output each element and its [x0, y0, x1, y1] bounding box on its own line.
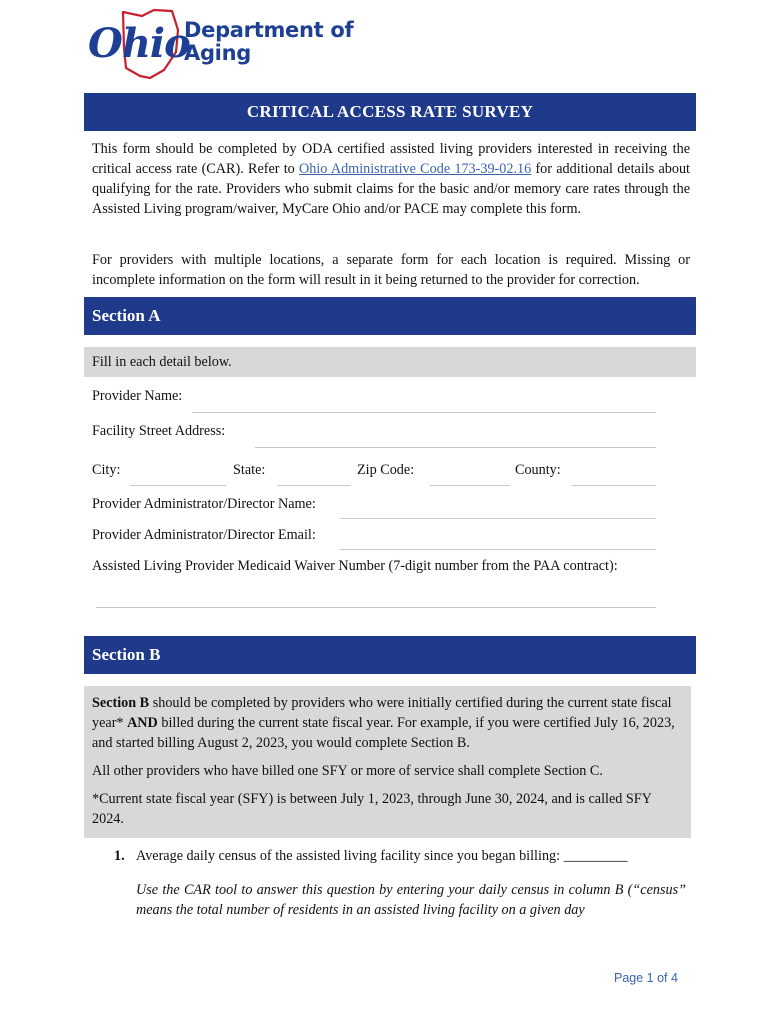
state-label: State:	[233, 462, 266, 478]
section-b-paragraph-2: All other providers who have billed one SFY or more of service shall complete Section C.	[92, 763, 603, 779]
section-a-heading: Section A	[84, 297, 696, 335]
admin-name-label: Provider Administrator/Director Name:	[92, 496, 316, 512]
question-1-note: Use the CAR tool to answer this question by entering your daily census in column B (“census” means the total number of residents in an assisted living facility on a given day	[136, 882, 686, 918]
section-b-instructions	[84, 686, 691, 838]
city-label: City:	[92, 462, 121, 478]
section-b-paragraph-1	[92, 693, 683, 753]
waiver-number-label: Assisted Living Provider Medicaid Waiver Number (7-digit number from the PAA contract):	[92, 558, 618, 574]
logo-dept-line1: Department of	[184, 18, 354, 42]
logo-dept-line2: Aging	[184, 41, 251, 65]
intro-text-1: This form should be completed by ODA certified assisted living providers interested in receiving the critical access rate (CAR). Refer to	[92, 141, 690, 177]
admin-email-field[interactable]	[340, 549, 656, 550]
admin-name-field[interactable]	[340, 518, 656, 519]
section-b-p1-mid: should be completed by providers who were initially certified during the current state fiscal year*	[92, 695, 672, 731]
section-b-paragraph-3: *Current state fiscal year (SFY) is between July 1, 2023, through June 30, 2024, and is called SFY 2024.	[92, 791, 652, 827]
ohio-department-of-aging-logo	[88, 8, 388, 86]
county-field[interactable]	[572, 485, 656, 486]
section-b-heading: Section B	[84, 636, 696, 674]
city-field[interactable]	[130, 485, 226, 486]
page-number: Page 1 of 4	[614, 971, 678, 985]
state-field[interactable]	[277, 485, 351, 486]
intro-text-2: for additional details about qualifying for the rate. Providers who submit claims for the basic and/or memory care rates through the Assisted Living program/waiver, MyCare Ohio and/or PACE may complete this form.	[92, 161, 690, 217]
section-a-instruction: Fill in each detail below.	[84, 347, 696, 377]
county-label: County:	[515, 462, 561, 478]
page-title: CRITICAL ACCESS RATE SURVEY	[84, 93, 696, 131]
section-b-bold-label: Section B	[92, 695, 150, 711]
intro-paragraph-2: For providers with multiple locations, a separate form for each location is required. Missing or incomplete information on the form will result in it being returned to the provider for correction.	[92, 252, 690, 288]
logo-ohio-text: Ohio	[88, 20, 190, 67]
question-1	[114, 846, 627, 866]
zip-code-label: Zip Code:	[357, 462, 415, 478]
section-b-bold-and: AND	[127, 715, 158, 731]
zip-code-field[interactable]	[430, 485, 510, 486]
provider-name-label: Provider Name:	[92, 388, 183, 404]
section-b-p1-end: billed during the current state fiscal year. For example, if you were certified July 16, 2023, and started billing August 2, 2023, you would complete Section B.	[92, 715, 675, 751]
question-1-number: 1.	[114, 848, 125, 864]
street-address-field[interactable]	[255, 447, 656, 448]
intro-paragraph-1	[92, 139, 690, 219]
street-address-label: Facility Street Address:	[92, 423, 226, 439]
admin-email-label: Provider Administrator/Director Email:	[92, 527, 316, 543]
waiver-number-field[interactable]	[96, 607, 656, 608]
provider-name-field[interactable]	[192, 412, 656, 413]
question-1-text[interactable]: Average daily census of the assisted living facility since you began billing: _________	[136, 848, 628, 864]
oac-link[interactable]: Ohio Administrative Code 173-39-02.16	[299, 161, 532, 177]
logo-department-name	[184, 19, 353, 65]
